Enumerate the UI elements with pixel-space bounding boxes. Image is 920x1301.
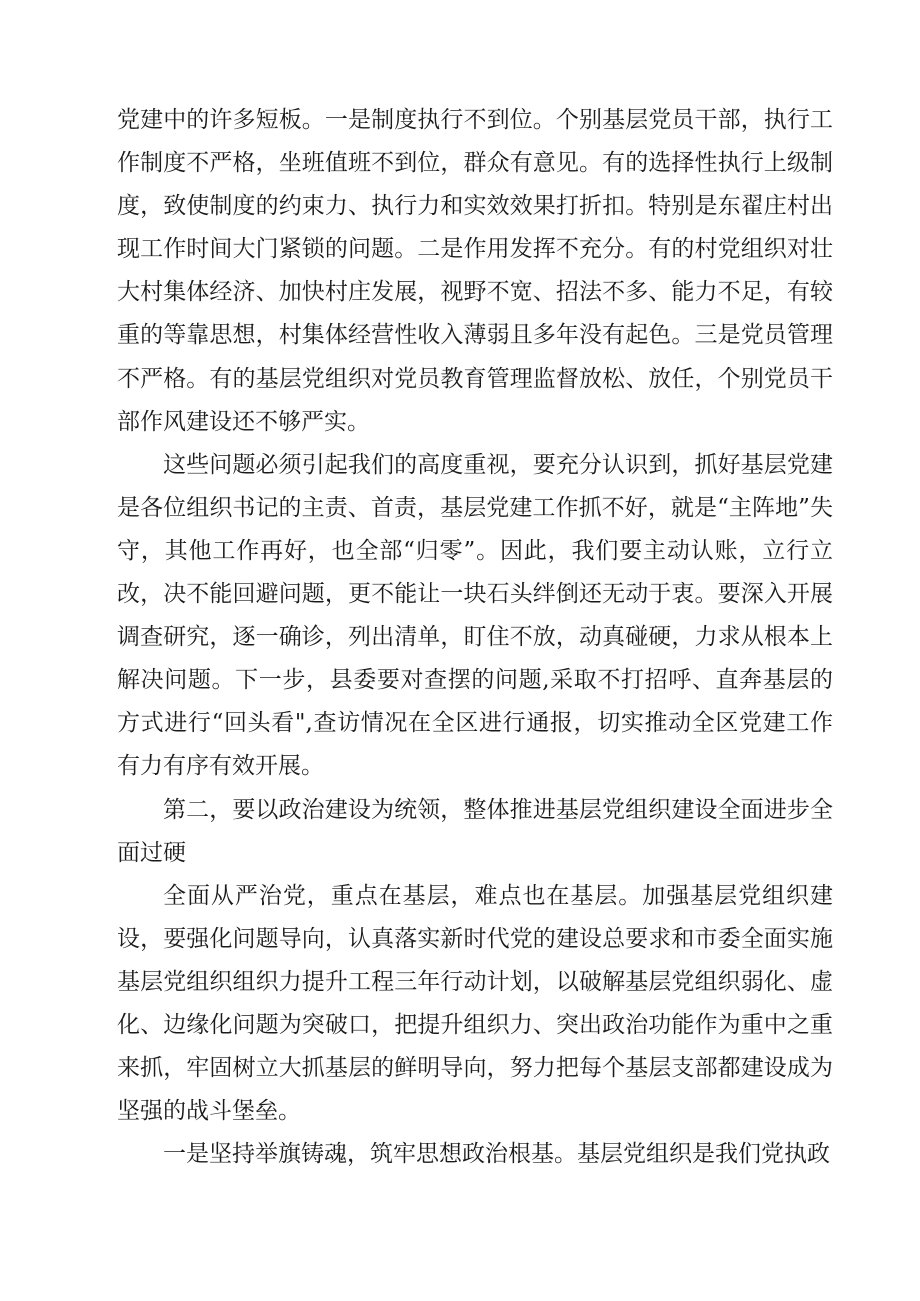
section-heading: 第二，要以政治建设为统领，整体推进基层党组织建设全面进步全面过硬 — [117, 796, 833, 866]
paragraph-continuation: 党建中的许多短板。一是制度执行不到位。个别基层党员干部，执行工作制度不严格，坐班值班不到位，群众有意见。有的选择性执行上级制度，致使制度的约束力、执行力和实效效果打折扣。特别是东翟庄村出现工作时间大门紧锁的问题。二是作用发挥不充分。有的村党组织对壮大村集体经济、加快村庄发展，视野不宽、招法不多、能力不足，有较重的等靠思想，村集体经营性收入薄弱且多年没有起色。三是党员管理不严格。有的基层党组织对党员教育管理监督放松、放任，个别党员干部作风建设还不够严实。 — [117, 107, 833, 435]
document-body — [117, 99, 833, 1176]
paragraph: 全面从严治党，重点在基层，难点也在基层。加强基层党组织建设，要强化问题导向，认真落实新时代党的建设总要求和市委全面实施基层党组织组织力提升工程三年行动计划，以破解基层党组织弱化、虚化、边缘化问题为突破口，把提升组织力、突出政治功能作为重中之重来抓，牢固树立大抓基层的鲜明导向，努力把每个基层支部都建设成为坚强的战斗堡垒。 — [117, 882, 833, 1125]
paragraph: 一是坚持举旗铸魂，筑牢思想政治根基。基层党组织是我们党执政 — [163, 1141, 830, 1168]
paragraph: 这些问题必须引起我们的高度重视，要充分认识到，抓好基层党建是各位组织书记的主责、首责，基层党建工作抓不好，就是“主阵地”失守，其他工作再好，也全部“归零”。因此，我们要主动认账，立行立改，决不能回避问题，更不能让一块石头绊倒还无动于衷。要深入开展调查研究，逐一确诊，列出清单，盯住不放，动真碰硬，力求从根本上解决问题。下一步，县委要对查摆的问题,采取不打招呼、直奔基层的方式进行“回头看",查访情况在全区进行通报，切实推动全区党建工作有力有序有效开展。 — [117, 451, 833, 780]
